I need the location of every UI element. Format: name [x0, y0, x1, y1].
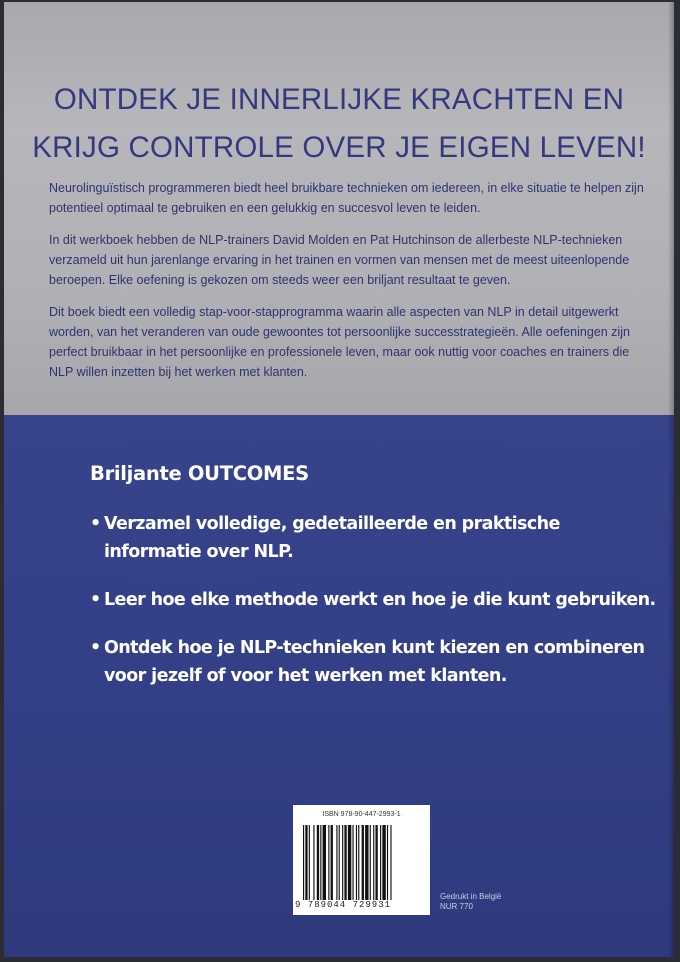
barcode-icon [303, 825, 423, 900]
barcode-bar [356, 825, 357, 900]
print-country: Gedrukt in België [440, 892, 502, 901]
outcome-item: • Verzamel volledige, gedetailleerde en praktische informatie over NLP. [90, 510, 660, 566]
barcode-bar [365, 825, 368, 900]
intro-paragraph-1: Neurolinguïstisch programmeren biedt heel bruikbare technieken om iedereen, in elke situatie te helpen zijn potentieel optimaal te gebruiken en een gelukkig en succesvol leven te leiden. [49, 181, 644, 215]
barcode-bar [390, 825, 391, 900]
nur-code: NUR 770 [440, 902, 473, 911]
barcode-bar [375, 825, 377, 900]
barcode-bar [342, 825, 343, 900]
print-info [440, 892, 501, 912]
barcode-bar [309, 825, 310, 900]
barcode-bar [358, 825, 359, 900]
intro-paragraph-2: In dit werkboek hebben de NLP-trainers David Molden en Pat Hutchinson de allerbeste NLP-technieken verzameld uit hun jarenlange ervaring in het trainen en vormen van mensen met de meest uiteenlopende beroepen. Elke oefening is gekozen om steeds weer een briljant resultaat te geven. [49, 233, 630, 287]
barcode-label [293, 805, 430, 915]
outcome-item: • Leer hoe elke methode werkt en hoe je die kunt gebruiken. [90, 586, 660, 614]
barcode-bar [313, 825, 314, 900]
barcode-bar [344, 825, 346, 900]
barcode-bar [323, 825, 326, 900]
outcomes-list [90, 510, 660, 710]
isbn-text: ISBN 978-90-447-2993-1 [322, 811, 401, 818]
barcode-digits: 9 789044 729931 [295, 900, 392, 910]
barcode-bar [305, 825, 307, 900]
barcode-bar [382, 825, 385, 900]
barcode-bar [370, 825, 371, 900]
book-back-cover [4, 2, 674, 957]
intro-paragraph-3: Dit boek biedt een volledig stap-voor-stapprogramma waarin alle aspecten van NLP in detail uitgewerkt worden, van het veranderen van oude gewoontes tot persoonlijke successtrategieën. Alle oefeningen zijn perfect bruikbaar in het persoonlijke en professionele leven, maar ook nuttig voor coaches en trainers die NLP willen inzetten bij het werken met klanten. [49, 305, 630, 379]
barcode-bar [317, 825, 319, 900]
outcome-item: • Ontdek hoe je NLP-technieken kunt kiezen en combineren voor jezelf of voor het werken met klanten. [90, 634, 660, 690]
barcode-bar [362, 825, 364, 900]
barcode-bar [348, 825, 351, 900]
barcode-bar [331, 825, 333, 900]
barcode-bar [339, 825, 340, 900]
barcode-bar [336, 825, 337, 900]
barcode-bar [373, 825, 374, 900]
page-edge-shadow [668, 2, 674, 957]
barcode-bar [320, 825, 321, 900]
barcode-bar [380, 825, 381, 900]
outcomes-title: Briljante OUTCOMES [90, 462, 309, 485]
headline-line-1: ONTDEK JE INNERLIJKE KRACHTEN EN [53, 83, 625, 116]
barcode-bar [352, 825, 353, 900]
grey-top-panel [4, 2, 674, 415]
barcode-bar [328, 825, 329, 900]
barcode-bar [387, 825, 388, 900]
barcode-bar [303, 825, 304, 900]
intro-text [49, 178, 649, 394]
headline-line-2: KRIJG CONTROLE OVER JE EIGEN LEVEN! [32, 131, 646, 164]
headline [4, 76, 674, 172]
